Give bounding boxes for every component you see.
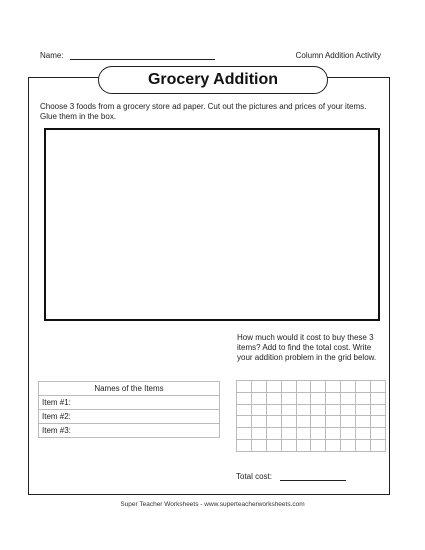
grid-cell[interactable] [371,428,386,440]
grid-cell[interactable] [281,416,296,428]
grid-cell[interactable] [251,428,266,440]
grid-cell[interactable] [237,416,252,428]
grid-cell[interactable] [251,392,266,404]
item-row-2[interactable]: Item #2: [39,410,220,424]
grid-cell[interactable] [371,392,386,404]
name-label: Name: [40,51,64,60]
grid-cell[interactable] [341,404,356,416]
page-title [98,66,328,94]
item-row-3[interactable]: Item #3: [39,424,220,438]
grid-cell[interactable] [237,440,252,452]
grid-cell[interactable] [296,416,311,428]
grid-cell[interactable] [371,381,386,393]
grid-cell[interactable] [356,416,371,428]
grid-cell[interactable] [341,381,356,393]
grid-cell[interactable] [281,428,296,440]
grid-cell[interactable] [296,404,311,416]
name-field-line[interactable] [70,59,215,60]
grid-cell[interactable] [251,416,266,428]
grid-cell[interactable] [326,404,341,416]
grid-cell[interactable] [356,381,371,393]
grid-cell[interactable] [341,392,356,404]
item-row-1[interactable]: Item #1: [39,396,220,410]
activity-label: Column Addition Activity [295,51,381,60]
grid-cell[interactable] [296,428,311,440]
items-table [38,381,220,438]
grid-cell[interactable] [326,381,341,393]
grid-cell[interactable] [251,404,266,416]
footer-credit: Super Teacher Worksheets - www.superteacherworksheets.com [120,501,305,508]
grid-cell[interactable] [341,428,356,440]
grid-cell[interactable] [237,381,252,393]
grid-cell[interactable] [371,416,386,428]
grid-cell[interactable] [296,440,311,452]
grid-cell[interactable] [281,392,296,404]
grid-cell[interactable] [356,428,371,440]
grid-cell[interactable] [311,404,326,416]
question-text: How much would it cost to buy these 3 items? Add to find the total cost. Write your addition problem in the grid below. [237,333,377,362]
grid-cell[interactable] [311,392,326,404]
grid-cell[interactable] [311,381,326,393]
grid-cell[interactable] [326,416,341,428]
grid-cell[interactable] [371,440,386,452]
page-title-text: Grocery Addition [147,71,279,88]
grid-cell[interactable] [266,440,281,452]
grid-cell[interactable] [326,428,341,440]
grid-cell[interactable] [341,440,356,452]
total-cost-line[interactable] [280,480,346,481]
grid-cell[interactable] [237,392,252,404]
grid-cell[interactable] [326,392,341,404]
grid-cell[interactable] [266,404,281,416]
grid-cell[interactable] [326,440,341,452]
grid-cell[interactable] [371,404,386,416]
grid-cell[interactable] [341,416,356,428]
grid-cell[interactable] [281,404,296,416]
glue-box[interactable] [44,128,380,321]
grid-cell[interactable] [296,392,311,404]
grid-cell[interactable] [266,416,281,428]
grid-cell[interactable] [281,440,296,452]
grid-cell[interactable] [311,440,326,452]
instructions-text: Choose 3 foods from a grocery store ad paper. Cut out the pictures and prices of your items. Glue them in the box. [40,102,367,121]
grid-cell[interactable] [356,392,371,404]
total-cost-label: Total cost: [236,472,273,481]
grid-cell[interactable] [251,440,266,452]
grid-cell[interactable] [237,404,252,416]
grid-cell[interactable] [281,381,296,393]
grid-cell[interactable] [266,428,281,440]
addition-grid[interactable] [236,380,386,452]
grid-cell[interactable] [251,381,266,393]
grid-cell[interactable] [356,404,371,416]
grid-cell[interactable] [296,381,311,393]
grid-cell[interactable] [311,428,326,440]
grid-cell[interactable] [311,416,326,428]
items-table-header: Names of the Items [39,382,220,396]
grid-cell[interactable] [266,381,281,393]
grid-cell[interactable] [356,440,371,452]
grid-cell[interactable] [237,428,252,440]
grid-cell[interactable] [266,392,281,404]
